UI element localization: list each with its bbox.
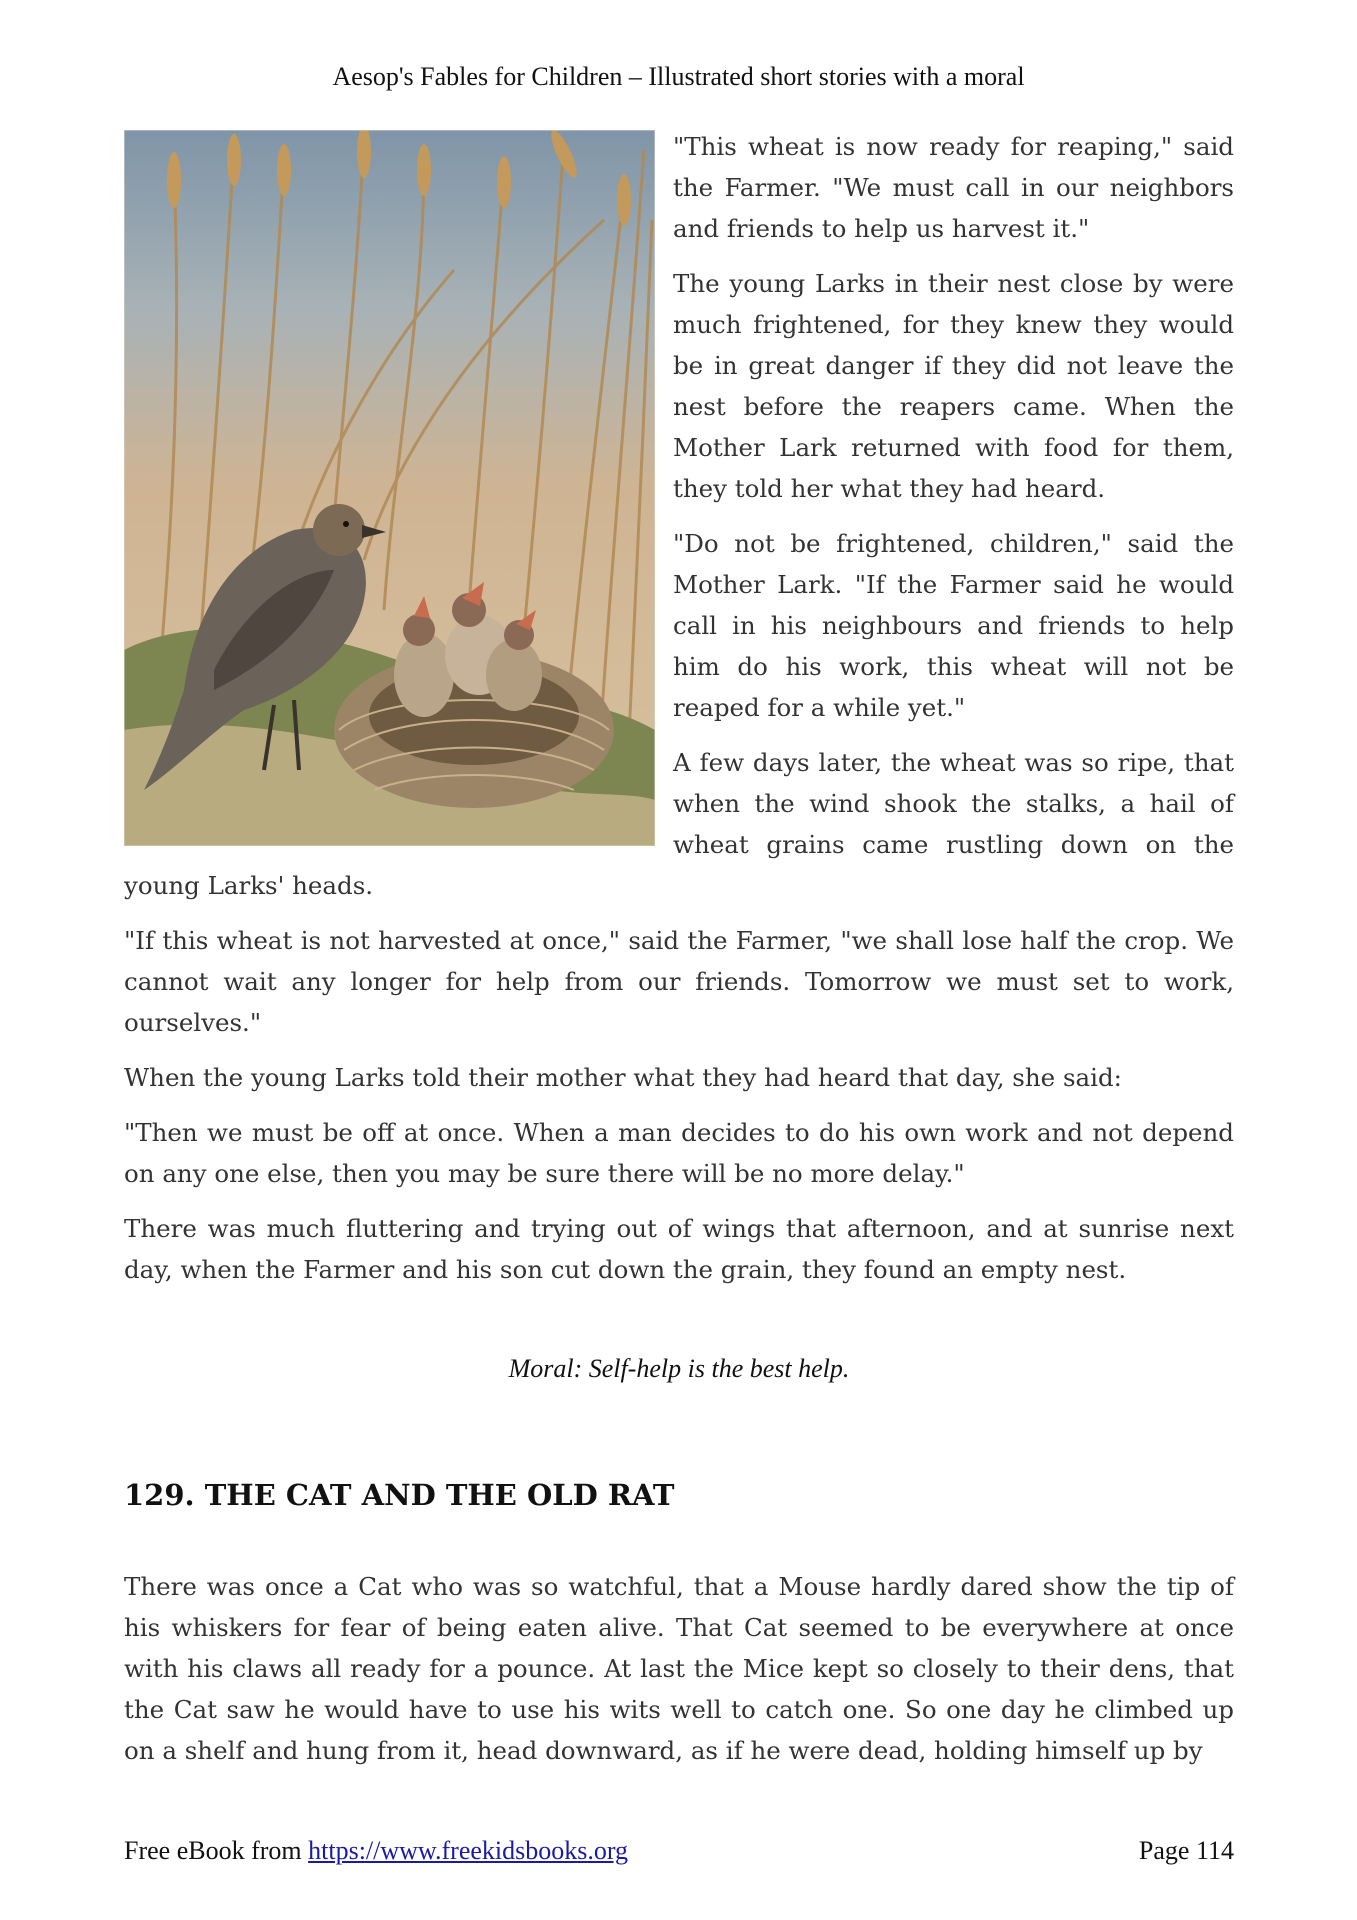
illustration-svg	[124, 130, 655, 846]
page-footer	[124, 1836, 1234, 1866]
story-paragraph: The young Larks in their nest close by were much frightened, for they knew they would be in great danger if they did not leave the nest before the reapers came. When the Mother Lark returned with food for them, they told her what they had heard.	[673, 269, 1234, 503]
story-paragraph: When the young Larks told their mother what they had heard that day, she said:	[124, 1063, 1122, 1092]
story-paragraph: A few days later, the wheat was so ripe, that when the wind shook the stalks, a hail of wheat grains came rustling down on the young Larks' heads.	[124, 748, 1234, 900]
next-story-paragraph: There was once a Cat who was so watchful, that a Mouse hardly dared show the tip of his whiskers for fear of being eaten alive. That Cat seemed to be everywhere at once with his claws all ready for a pounce. At last the Mice kept so closely to their dens, that the Cat saw he would have to use his wits well to catch one. So one day he climbed up on a shelf and hung from it, head downward, as if he were dead, holding himself up by	[124, 1572, 1234, 1765]
page-content	[124, 126, 1234, 1785]
story-paragraph: "Do not be frightened, children," said the Mother Lark. "If the Farmer said he would call in his neighbours and friends to help him do his work, this wheat will not be reaped for a while yet."	[673, 529, 1234, 722]
website-link[interactable]: https://www.freekidsbooks.org	[308, 1836, 629, 1865]
running-header: Aesop's Fables for Children – Illustrated short stories with a moral	[332, 62, 1025, 91]
story-paragraph: There was much fluttering and trying out of wings that afternoon, and at sunrise next day, when the Farmer and his son cut down the grain, they found an empty nest.	[124, 1214, 1234, 1284]
footer-prefix: Free eBook from	[124, 1836, 309, 1865]
illustration-lark-and-nest	[124, 130, 655, 846]
moral-text: Moral: Self-help is the best help.	[508, 1354, 850, 1383]
section-title: 129. THE CAT AND THE OLD RAT	[124, 1478, 675, 1512]
story-paragraph: "If this wheat is not harvested at once," said the Farmer, "we shall lose half the crop. We cannot wait any longer for help from our friends. Tomorrow we must set to work, ourselves."	[124, 926, 1234, 1037]
story-paragraph: "This wheat is now ready for reaping," said the Farmer. "We must call in our neighbors and friends to help us harvest it."	[673, 132, 1234, 243]
page-number: Page 114	[1138, 1836, 1234, 1865]
story-paragraph: "Then we must be off at once. When a man decides to do his own work and not depend on any one else, then you may be sure there will be no more delay."	[124, 1118, 1234, 1188]
